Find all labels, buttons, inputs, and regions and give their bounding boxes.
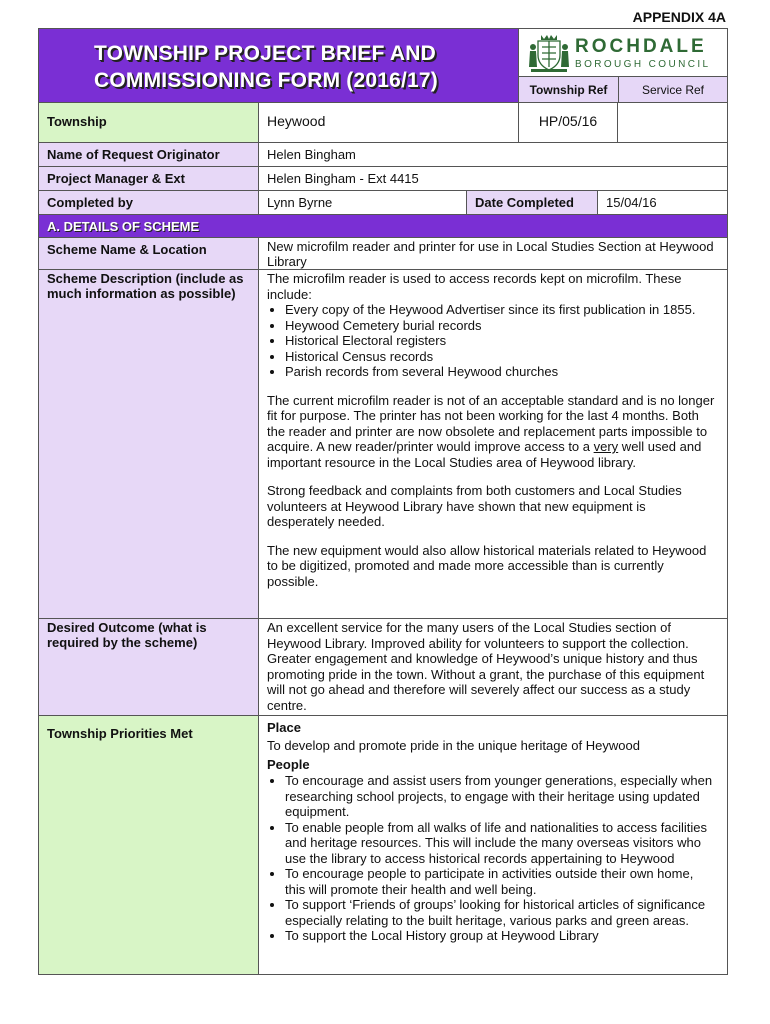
scheme-description-value[interactable] [259, 270, 727, 618]
paragraph-text: well used and important resource in the Local Studies area of Heywood library. [267, 439, 702, 470]
date-completed-value[interactable]: 15/04/16 [606, 195, 657, 210]
scheme-name-value[interactable]: New microfilm reader and printer for use in Local Studies Section at Heywood Library [267, 239, 714, 269]
priorities-label: Township Priorities Met [39, 716, 259, 974]
list-item: • Heywood Cemetery burial records [285, 318, 715, 334]
originator-value[interactable]: Helen Bingham [267, 147, 356, 162]
council-logo [527, 33, 710, 73]
commissioning-form [38, 28, 728, 975]
reference-header [519, 76, 727, 102]
list-item: • To enable people from all walks of life and nationalities to access facilities and heritage resources. This will include the many overseas visitors who use the library to access historical records appertaining to Heywood [285, 820, 717, 867]
desired-outcome-value[interactable]: An excellent service for the many users of the Local Studies section of Heywood Library. Improved ability for volunteers to support the collection. Greater engagement and knowledge of Heywood’s unique history and thus promoting pride in the town. Without a grant, the purchase of this equipment will not go ahead and therefore will severely affect our success as a study centre. [267, 620, 705, 713]
section-a-heading: A. DETAILS OF SCHEME [39, 215, 727, 238]
priorities-value[interactable] [259, 716, 727, 974]
list-item: • To support the Local History group at Heywood Library [285, 928, 717, 944]
title-banner [39, 29, 519, 102]
list-item: • Every copy of the Heywood Advertiser since its first publication in 1855. [285, 302, 715, 318]
paragraph-text: The current microfilm reader is not of an acceptable standard and is no longer fit for purpose. The printer has not been working for the last 4 months. Both the reader and printer are now obsolete and replacement parts impossible to acquire. A new reader/printer would improve access to a [267, 392, 715, 454]
records-list [267, 302, 715, 380]
description-paragraph-3: The new equipment would also allow historical materials related to Heywood to be digitized, promoted and made more accessible than is currently possible. [267, 542, 707, 589]
appendix-label: APPENDIX 4A [632, 9, 726, 25]
service-ref-label: Service Ref [619, 77, 727, 102]
township-ref-label: Township Ref [519, 77, 619, 102]
place-heading: Place [267, 720, 301, 735]
list-item: • To encourage people to participate in activities outside their own home, this will promote their health and well being. [285, 866, 717, 897]
township-value[interactable]: Heywood [259, 103, 519, 142]
date-completed-label: Date Completed [467, 191, 598, 214]
completed-value[interactable]: Lynn Byrne [259, 191, 467, 214]
completed-row [39, 191, 727, 215]
priorities-row [39, 716, 727, 974]
service-ref-value[interactable] [618, 103, 727, 142]
township-ref-value[interactable]: HP/05/16 [519, 103, 618, 142]
manager-row [39, 167, 727, 191]
place-text: To develop and promote pride in the unique heritage of Heywood [267, 738, 640, 753]
originator-label: Name of Request Originator [39, 143, 259, 166]
list-item: • To encourage and assist users from younger generations, especially when researching school projects, to engage with their heritage using updated equipment. [285, 773, 717, 820]
list-item: • Historical Electoral registers [285, 333, 715, 349]
logo-line-2: BOROUGH COUNCIL [575, 58, 711, 70]
scheme-name-row [39, 238, 727, 270]
logo-area [519, 29, 727, 102]
scheme-description-label: Scheme Description (include as much information as possible) [39, 270, 259, 618]
rochdale-crest-icon [527, 33, 571, 73]
underlined-word: very [593, 439, 619, 454]
form-header [39, 29, 727, 103]
desired-outcome-label: Desired Outcome (what is required by the scheme) [39, 619, 259, 715]
township-label: Township [39, 103, 259, 142]
title-line-2: COMMISSIONING FORM (2016/17) [94, 69, 438, 92]
title-line-1: TOWNSHIP PROJECT BRIEF AND [94, 42, 437, 65]
logo-line-1: ROCHDALE [575, 35, 707, 57]
people-list [267, 773, 717, 944]
list-item: • Historical Census records [285, 349, 715, 365]
manager-label: Project Manager & Ext [39, 167, 259, 190]
originator-row [39, 143, 727, 167]
description-paragraph-1 [267, 393, 715, 471]
township-row [39, 103, 727, 143]
page-title [94, 40, 438, 94]
manager-value[interactable]: Helen Bingham - Ext 4415 [267, 171, 419, 186]
completed-label: Completed by [39, 191, 259, 214]
list-item: • Parish records from several Heywood churches [285, 364, 715, 380]
scheme-name-label: Scheme Name & Location [39, 238, 259, 269]
description-paragraph-2: Strong feedback and complaints from both customers and Local Studies volunteers at Heywood Library have shown that new equipment is desperately needed. [267, 483, 682, 529]
description-intro: The microfilm reader is used to access records kept on microfilm. These include: [267, 271, 682, 302]
scheme-description-row [39, 270, 727, 619]
people-heading: People [267, 757, 310, 772]
desired-outcome-row [39, 619, 727, 716]
list-item: • To support ‘Friends of groups’ looking for historical articles of significance especially relating to the built heritage, various parks and green areas. [285, 897, 717, 928]
